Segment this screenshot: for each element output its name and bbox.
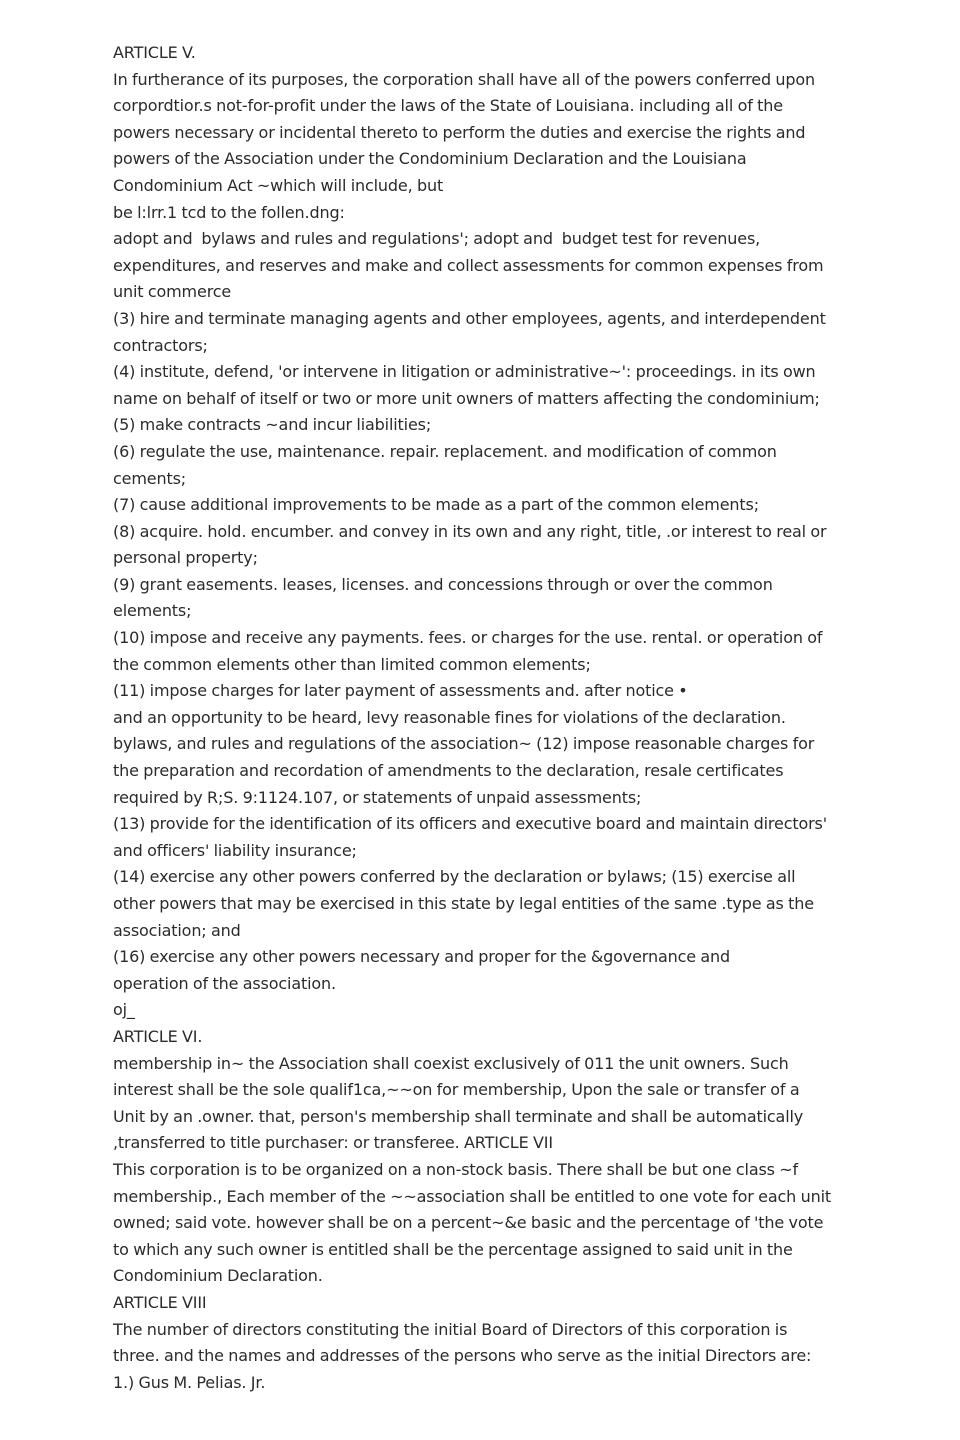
text-line: oj_	[113, 1000, 135, 1020]
text-line: Unit by an .owner. that, person's membership shall terminate and shall be automatically	[113, 1106, 804, 1126]
text-line: membership in~ the Association shall coexist exclusively of 011 the unit owners. Such	[113, 1053, 789, 1073]
text-line: cements;	[113, 468, 187, 488]
text-line: (7) cause additional improvements to be made as a part of the common elements;	[113, 495, 759, 515]
text-line: to which any such owner is entitled shall be the percentage assigned to said unit in the	[113, 1239, 793, 1259]
text-line: and officers' liability insurance;	[113, 840, 357, 860]
text-line: the common elements other than limited common elements;	[113, 654, 591, 674]
text-line: and an opportunity to be heard, levy reasonable fines for violations of the declaration.	[113, 707, 786, 727]
text-line: (13) provide for the identification of its officers and executive board and maintain directors'	[113, 814, 827, 834]
text-line: contractors;	[113, 335, 208, 355]
text-line: (8) acquire. hold. encumber. and convey in its own and any right, title, .or interest to real or	[113, 521, 827, 541]
text-line: (9) grant easements. leases, licenses. and concessions through or over the common	[113, 574, 773, 594]
text-line: be l:lrr.1 tcd to the follen.dng:	[113, 202, 345, 222]
text-line: 1.) Gus M. Pelias. Jr.	[113, 1372, 266, 1392]
text-line: the preparation and recordation of amendments to the declaration, resale certificates	[113, 761, 784, 781]
text-line: unit commerce	[113, 282, 232, 302]
text-line: powers of the Association under the Condominium Declaration and the Louisiana	[113, 149, 747, 169]
text-line: (10) impose and receive any payments. fees. or charges for the use. rental. or operation of	[113, 628, 823, 648]
text-line: membership., Each member of the ~~association shall be entitled to one vote for each unit	[113, 1186, 831, 1206]
text-line: owned; said vote. however shall be on a percent~&e basic and the percentage of 'the vote	[113, 1213, 824, 1233]
text-line: In furtherance of its purposes, the corporation shall have all of the powers conferred upon	[113, 69, 816, 89]
text-line: adopt and bylaws and rules and regulations'; adopt and budget test for revenues,	[113, 229, 761, 249]
text-line: This corporation is to be organized on a non-stock basis. There shall be but one class ~f	[113, 1159, 799, 1179]
text-line: corpordtior.s not-for-profit under the laws of the State of Louisiana. including all of the	[113, 96, 783, 116]
text-line: (14) exercise any other powers conferred by the declaration or bylaws; (15) exercise all	[113, 867, 796, 887]
text-line: (16) exercise any other powers necessary and proper for the &governance and	[113, 947, 731, 967]
text-line: (5) make contracts ~and incur liabilities;	[113, 415, 432, 435]
document-page	[113, 40, 858, 1396]
text-line: Condominium Act ~which will include, but	[113, 175, 444, 195]
text-line: required by R;S. 9:1124.107, or statements of unpaid assessments;	[113, 787, 642, 807]
text-line: (11) impose charges for later payment of assessments and. after notice •	[113, 681, 688, 701]
text-line: name on behalf of itself or two or more unit owners of matters affecting the condominium;	[113, 388, 820, 408]
text-line: association; and	[113, 920, 241, 940]
text-line: (6) regulate the use, maintenance. repair. replacement. and modification of common	[113, 441, 777, 461]
text-line: (4) institute, defend, 'or intervene in litigation or administrative~': proceedings. in its own	[113, 362, 816, 382]
text-line: other powers that may be exercised in this state by legal entities of the same .type as the	[113, 894, 814, 913]
text-line: three. and the names and addresses of the persons who serve as the initial Directors are:	[113, 1346, 812, 1366]
text-line: personal property;	[113, 548, 258, 568]
text-line: bylaws, and rules and regulations of the association~ (12) impose reasonable charges for	[113, 734, 815, 754]
text-line: elements;	[113, 601, 192, 621]
text-line: The number of directors constituting the initial Board of Directors of this corporation is	[113, 1319, 788, 1339]
text-line: Condominium Declaration.	[113, 1266, 323, 1286]
article-viii-heading: ARTICLE VIII	[113, 1292, 207, 1312]
text-line: expenditures, and reserves and make and collect assessments for common expenses from	[113, 255, 824, 275]
article-v-heading: ARTICLE V.	[113, 43, 196, 62]
text-line: ,transferred to title purchaser: or transferee. ARTICLE VII	[113, 1133, 553, 1153]
text-line: (3) hire and terminate managing agents and other employees, agents, and interdependent	[113, 308, 826, 328]
text-line: operation of the association.	[113, 973, 336, 993]
article-vi-heading: ARTICLE VI.	[113, 1026, 203, 1046]
text-line: interest shall be the sole qualif1ca,~~on for membership, Upon the sale or transfer of a	[113, 1080, 800, 1100]
text-line: powers necessary or incidental thereto to perform the duties and exercise the rights and	[113, 122, 806, 142]
